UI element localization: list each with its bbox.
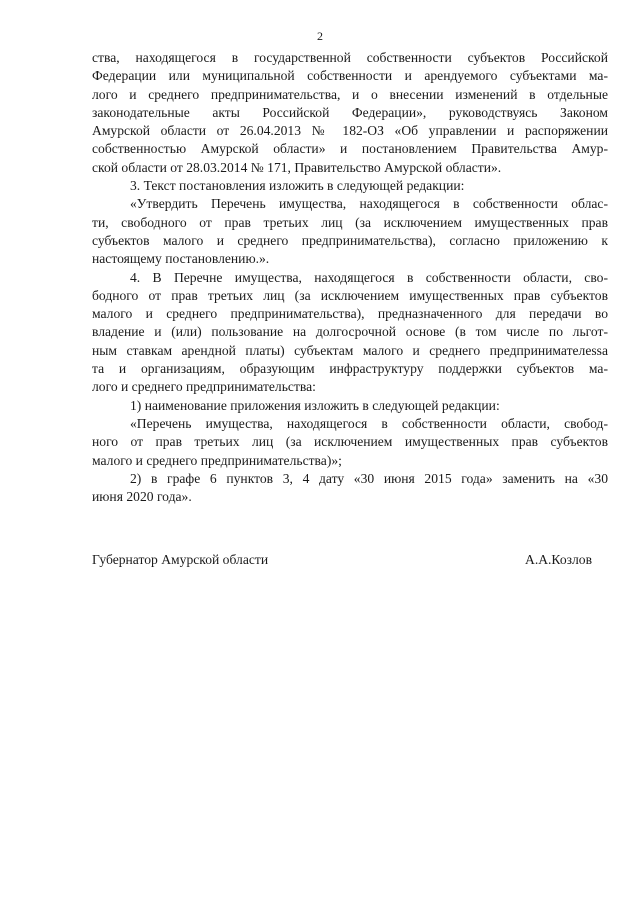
quote-line: «Перечень имущества, находящегося в собственности области, свобод- [130, 415, 608, 431]
text-line: Амурской области от 26.04.2013 № 182-ОЗ «Об управлении и распоряжении [92, 123, 608, 139]
signatory-position: Губернатор Амурской области [92, 552, 269, 567]
quote-line: субъектов малого и среднего предпринимательства), согласно приложению к [92, 232, 608, 248]
text-line: лого и среднего предпринимательства, и о внесении изменений в отдельные [92, 86, 608, 102]
item-4-line: владение и (или) пользование на долгосрочной основе (в том числе по льгот- [92, 324, 608, 340]
item-4-line: бодного от прав третьих лиц (за исключением имущественных прав субъектов [92, 287, 608, 303]
item-4-line: та и организациям, образующим инфраструктуру поддержки субъектов ма- [92, 361, 608, 377]
text-line: ства, находящегося в государственной собственности субъектов Российской [92, 50, 608, 65]
text-line: ской области от 28.03.2014 № 171, Правительство Амурской области». [92, 159, 502, 175]
item-3-line: 3. Текст постановления изложить в следующей редакции: [130, 178, 465, 194]
quote-line: малого и среднего предпринимательства)»; [92, 452, 342, 468]
item-4-line: малого и среднего предпринимательства), предназначенного для передачи во [92, 306, 608, 322]
quote-line: ти, свободного от прав третьих лиц (за исключением имущественных прав [92, 214, 608, 230]
text-line: собственностью Амурской области» и постановлением Правительства Амур- [92, 141, 608, 157]
item-4-line: ным ставкам арендной платы) субъектам малого и среднего предпринимателessa [92, 342, 608, 358]
quote-line: настоящему постановлению.». [92, 251, 270, 267]
text-line: законодательные акты Российской Федерации», руководствуясь Законом [92, 104, 608, 120]
quote-line: «Утвердить Перечень имущества, находящегося в собственности облас- [130, 196, 608, 212]
item-4-2-line: июня 2020 года». [92, 489, 192, 505]
signatory-name: А.А.Козлов [525, 552, 592, 567]
item-4-2-line: 2) в графе 6 пунктов 3, 4 дату «30 июня 2015 года» заменить на «30 [130, 470, 608, 486]
document-body [92, 49, 608, 506]
text-line: Федерации или муниципальной собственности и арендуемого субъектами ма- [92, 68, 608, 84]
page-number: 2 [317, 29, 323, 43]
item-4-line: 4. В Перечне имущества, находящегося в собственности области, сво- [130, 269, 608, 285]
item-4-line: лого и среднего предпринимательства: [92, 379, 316, 395]
item-4-1-line: 1) наименование приложения изложить в следующей редакции: [130, 397, 500, 413]
quote-line: ного от прав третьих лиц (за исключением имущественных прав субъектов [92, 434, 608, 450]
signature-block [92, 551, 592, 569]
